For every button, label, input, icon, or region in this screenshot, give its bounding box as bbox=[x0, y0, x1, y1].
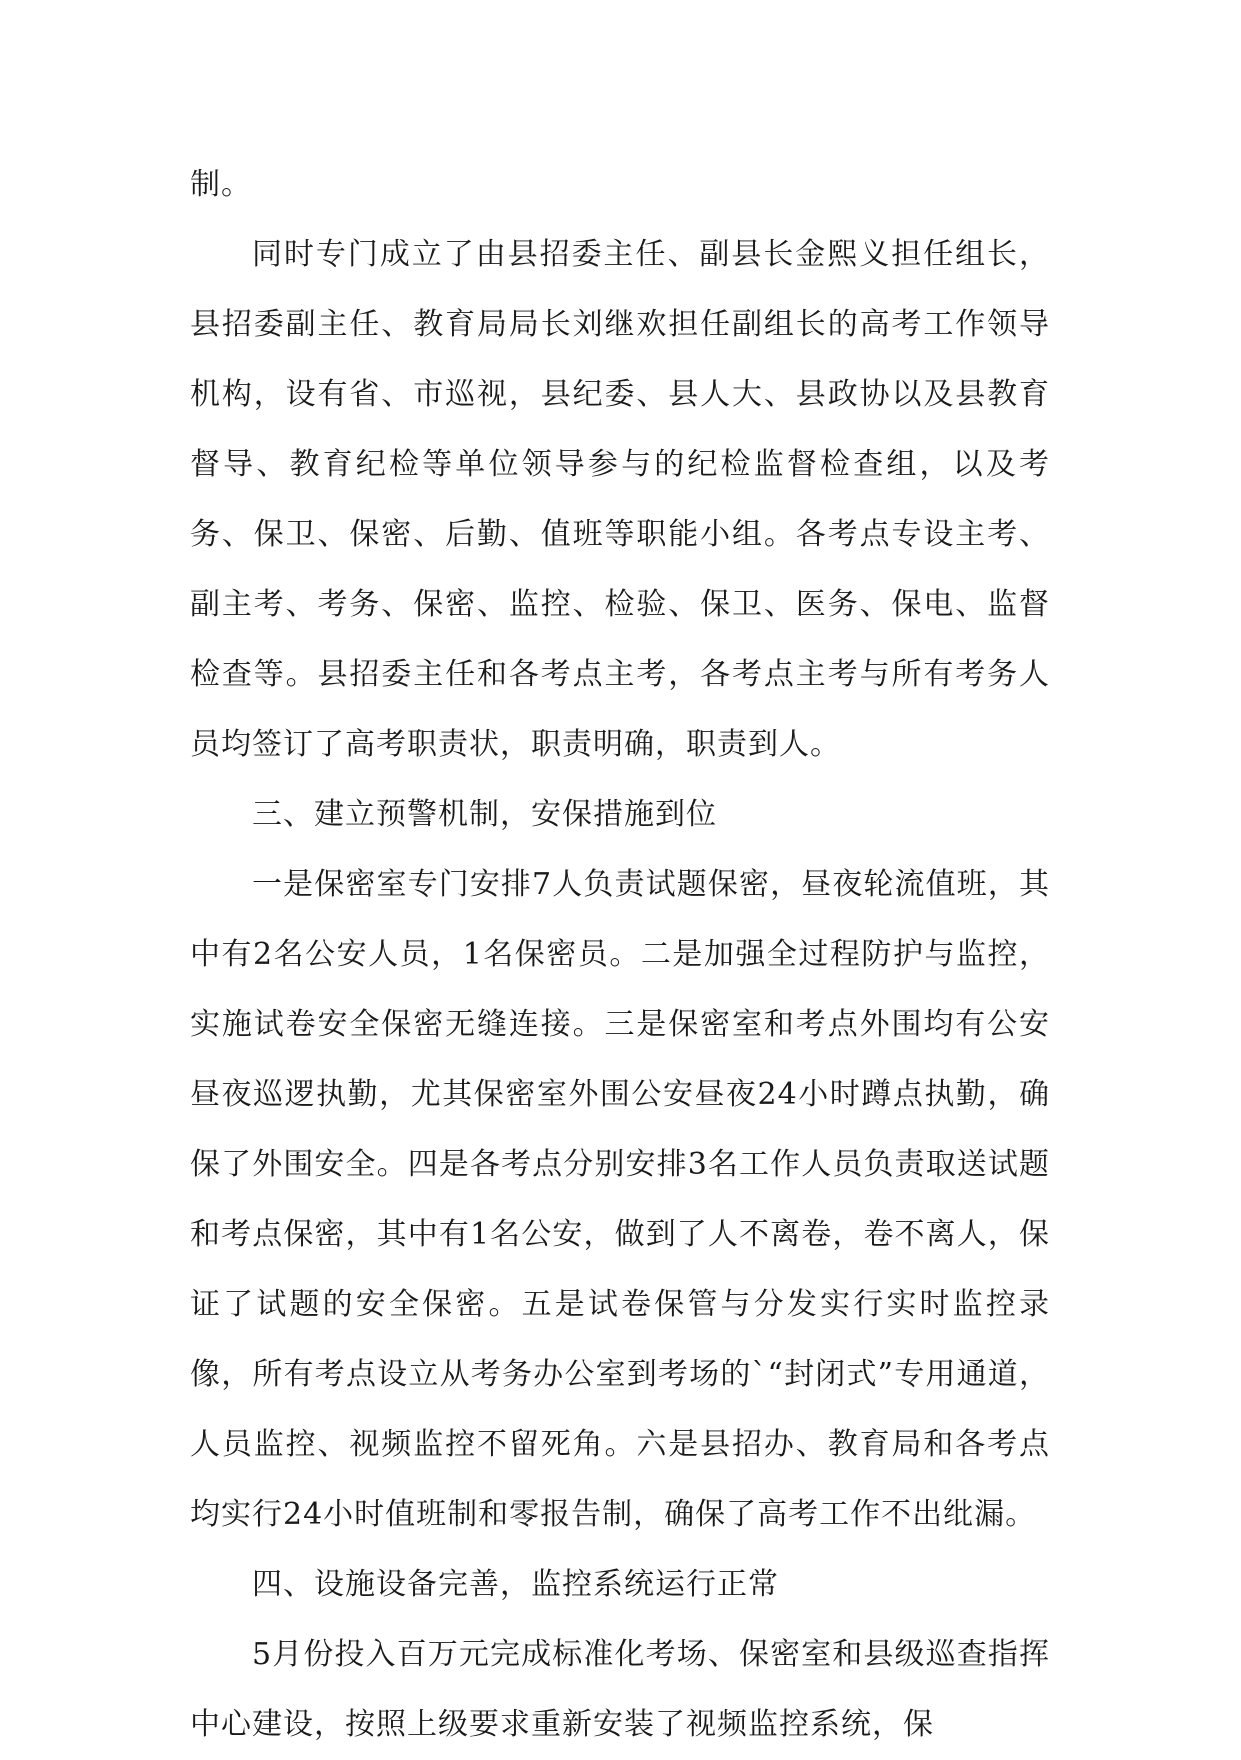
paragraph-6: 5月份投入百万元完成标准化考场、保密室和县级巡查指挥中心建设，按照上级要求重新安装了视频监控系统，保 bbox=[190, 1637, 1050, 1742]
paragraph-1: 制。 bbox=[190, 167, 252, 202]
paragraph-2: 同时专门成立了由县招委主任、副县长金熙义担任组长，县招委副主任、教育局局长刘继欢担任副组长的高考工作领导机构，设有省、市巡视，县纪委、县人大、县政协以及县教育督导、教育纪检等单位领导参与的纪检监督检查组，以及考务、保卫、保密、后勤、值班等职能小组。各考点专设主考、副主考、考务、保密、监控、检验、保卫、医务、保电、监督检查等。县招委主任和各考点主考，各考点主考与所有考务人员均签订了高考职责状，职责明确，职责到人。 bbox=[190, 237, 1050, 762]
section-heading-4: 四、设施设备完善，监控系统运行正常 bbox=[252, 1567, 779, 1602]
document-page bbox=[190, 150, 1050, 1760]
paragraph-4: 一是保密室专门安排7人负责试题保密，昼夜轮流值班，其中有2名公安人员，1名保密员。二是加强全过程防护与监控，实施试卷安全保密无缝连接。三是保密室和考点外围均有公安昼夜巡逻执勤，尤其保密室外围公安昼夜24小时蹲点执勤，确保了外围安全。四是各考点分别安排3名工作人员负责取送试题和考点保密，其中有1名公安，做到了人不离卷，卷不离人，保证了试题的安全保密。五是试卷保管与分发实行实时监控录像，所有考点设立从考务办公室到考场的`“封闭式”专用通道，人员监控、视频监控不留死角。六是县招办、教育局和各考点均实行24小时值班制和零报告制，确保了高考工作不出纰漏。 bbox=[190, 867, 1050, 1532]
section-heading-3: 三、建立预警机制，安保措施到位 bbox=[252, 797, 717, 832]
